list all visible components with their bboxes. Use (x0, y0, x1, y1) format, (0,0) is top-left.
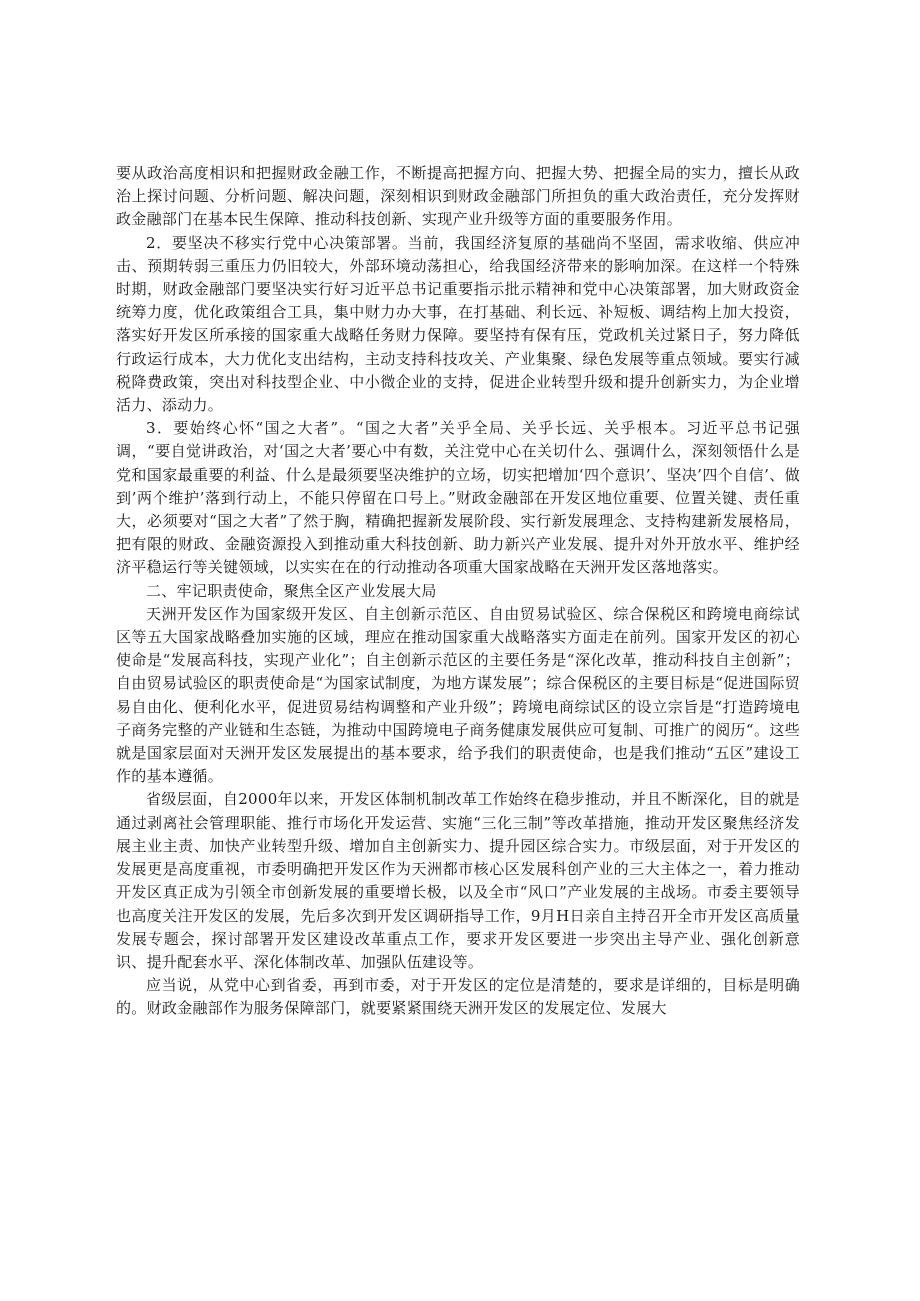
paragraph-guozhidazhe: 3．要始终心怀“国之大者”。“国之大者”关乎全局、关乎长远、关乎根本。习近平总书记强调，“要自觉讲政治，对‘国之大者’要心中有数，关注党中心在关切什么、强调什么，深刻领悟什么是党和国家最重要的利益、什么是最须要坚决维护的立场，切实把增加‘四个意识’、坚决’四个自信’、做到’两个维护’落到行动上，不能只停留在口号上。”财政金融部在开发区地位重要、位置关键、责任重大，必须要对“国之大者”了然于胸，精确把握新发展阶段、实行新发展理念、支持构建新发展格局，把有限的财政、金融资源投入到推动重大科技创新、助力新兴产业发展、提升对外开放水平、维护经济平稳运行等关键领域，以实实在在的行动推动各项重大国家战略在天洲开发区落地落实。 (116, 419, 800, 577)
paragraph-political-height: 要从政治高度相识和把握财政金融工作，不断提高把握方向、把握大势、把握全局的实力，擅长从政治上探讨问题、分析问题、解决问题，深刻相识到财政金融部门所担负的重大政治责任，充分发挥财政金融部门在基本民生保障、推动科技创新、实现产业升级等方面的重要服务作用。 (116, 164, 800, 229)
paragraph-five-zones: 天洲开发区作为国家级开发区、自主创新示范区、自由贸易试验区、综合保税区和跨境电商综试区等五大国家战略叠加实施的区域，理应在推动国家重大战略落实方面走在前列。国家开发区的初心使命是“发展高科技，实现产业化”；自主创新示范区的主要任务是“深化改革，推动科技自主创新”；自由贸易试验区的职责使命是“为国家试制度，为地方谋发展”；综合保税区的主要目标是“促进国际贸易自由化、便利化水平，促进贸易结构调整和产业升级”；跨境电商综试区的设立宗旨是“打造跨境电子商务完整的产业链和生态链，为推动中国跨境电子商务健康发展供应可复制、可推广的阅历“。这些就是国家层面对天洲开发区发展提出的基本要求，给予我们的职责使命，也是我们推动“五区”建设工作的基本遵循。 (116, 604, 800, 786)
paragraph-positioning: 应当说，从党中心到省委，再到市委，对于开发区的定位是清楚的，要求是详细的，目标是明确的。财政金融部作为服务保障部门，就要紧紧围绕天洲开发区的发展定位、发展大 (116, 976, 800, 1018)
paragraph-party-decisions: 2．要坚决不移实行党中心决策部署。当前，我国经济复原的基础尚不坚固，需求收缩、供应冲击、预期转弱三重压力仍旧较大，外部环境动荡担心，给我国经济带来的影响加深。在这样一个特殊时期，财政金融部门要坚决实行好习近平总书记重要指示批示精神和党中心决策部署，加大财政资金统筹力度，优化政策组合工具，集中财力办大事，在打基础、利长远、补短板、调结构上加大投资，落实好开发区所承接的国家重大战略任务财力保障。要坚持有保有压，党政机关过紧日子，努力降低行政运行成本，大力优化支出结构，主动支持科技攻关、产业集聚、绿色发展等重点领域。要实行减税降费政策，突出对科技型企业、中小微企业的支持，促进企业转型升级和提升创新实力，为企业增活力、添动力。 (116, 233, 800, 415)
document-page (116, 162, 800, 1021)
paragraph-provincial-level: 省级层面，自2000年以来，开发区体制机制改革工作始终在稳步推动，并且不断深化，目的就是通过剥离社会管理职能、推行市场化开发运营、实施“三化三制”等改革措施，推动开发区聚焦经济发展主业主责、加快产业转型升级、增加自主创新实力、提升园区综合实力。市级层面，对于开发区的发展更是高度重视，市委明确把开发区作为天洲都市核心区发展科创产业的三大主体之一，着力推动开发区真正成为引领全市创新发展的重要增长极，以及全市“风口”产业发展的主战场。市委主要领导也高度关注开发区的发展，先后多次到开发区调研指导工作，9月H日亲自主持召开全市开发区高质量发展专题会，探讨部署开发区建设改革重点工作，要求开发区要进一步突出主导产业、强化创新意识、提升配套水平、深化体制改革、加强队伍建设等。 (116, 790, 800, 971)
section-heading-2: 二、牢记职责使命，聚焦全区产业发展大局 (146, 581, 437, 600)
